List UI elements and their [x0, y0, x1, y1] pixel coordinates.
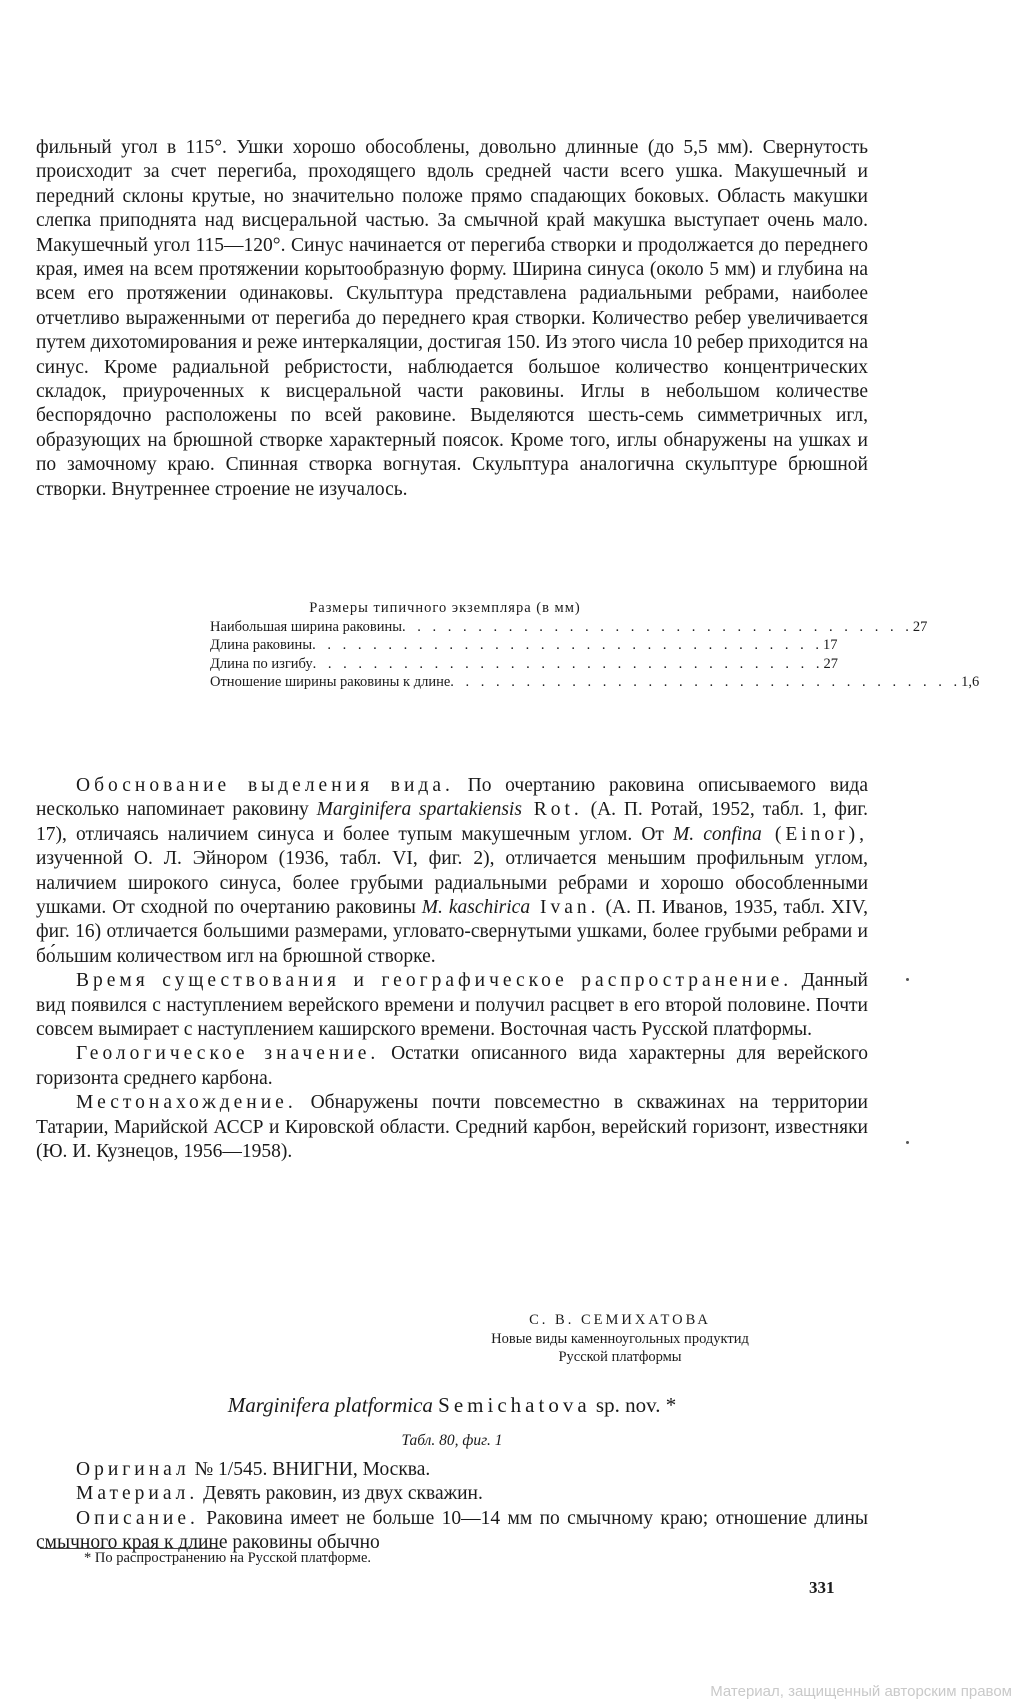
- author-name: С. В. СЕМИХАТОВА: [529, 1312, 711, 1328]
- species-description: [36, 1458, 868, 1556]
- plate-reference: [36, 1432, 868, 1450]
- original-paragraph: [36, 1458, 868, 1482]
- dimension-row: [210, 673, 980, 692]
- species-name: M. confina: [673, 823, 762, 845]
- section-heading: Геологическое значение.: [76, 1043, 380, 1065]
- main-sections: [36, 774, 868, 1165]
- section-heading: Обоснование выделения вида.: [76, 775, 454, 796]
- description-continuation: [36, 136, 868, 502]
- paragraph-text: Остатки описанного вида характерны для верейского горизонта среднего карбона.: [36, 1043, 868, 1089]
- copyright-watermark: Материал, защищенный авторским правом: [710, 1683, 1012, 1700]
- section-heading: Время существования и географическое распространение.: [76, 970, 793, 992]
- dimension-row: [210, 618, 928, 637]
- paragraph-text: № 1/545. ВНИГНИ, Москва.: [189, 1459, 431, 1480]
- paragraph-text: (А. П. Иванов, 1935, табл. XIV, фиг. 16) отличается большими размерами, угловато-свернутыми ушками, более грубыми ребрами и бо́льшим количеством игл на брюшной створке.: [36, 897, 868, 967]
- species-name: Marginifera platformica: [227, 1393, 433, 1417]
- dimension-row: [210, 655, 838, 674]
- section-heading: Оригинал: [76, 1459, 190, 1480]
- dimension-value: 27: [912, 618, 928, 635]
- dimension-label: Длина раковины: [210, 637, 313, 653]
- paragraph-text: изученной О. Л. Эйнором (1936, табл. VI, фиг. 2), отличается меньшим профильным углом, наличием широкого синуса, более грубыми радиальными ребрами и хорошо обособленными ушками. От сходной по очертанию раковины: [36, 848, 868, 919]
- body-paragraph: фильный угол в 115°. Ушки хорошо обособлены, довольно длинные (до 5,5 мм). Свернутость происходит за счет перегиба, проходящего вдоль средней части всего ушка. Макушечный и передний склоны крутые, но значительно положе прямо спадающих боковых. Область макушки слепка приподнята над висцеральной частью. За смычной край макушка выступает очень мало. Макушечный угол 115—120°. Синус начинается от перегиба створки и продолжается до переднего края, имея на всем протяжении корытообразную форму. Ширина синуса (около 5 мм) и глубина на всем его протяжении одинаковы. Скульптура представлена радиальными ребрами, наиболее отчетливо выраженными от перегиба до переднего края створки. Количество ребер увеличивается путем дихотомирования и реже интеркаляции, достигая 150. Из этого числа 10 ребер приходится на синус. Кроме радиальной ребристости, наблюдается большое количество концентрических складок, приуроченных к висцеральной части раковины. Иглы в небольшом количестве беспорядочно расположены по всей раковине. Выделяются шесть-семь симметричных игл, образующих на брюшной створке характерный поясок. Кроме того, иглы обнаружены на ушках и по замочному краю. Спинная створка вогнутая. Скульптура аналогична скульптуре брюшной створки. Внутреннее строение не изучалось.: [36, 137, 868, 500]
- dimension-value: 1,6: [961, 674, 980, 690]
- existence-paragraph: [36, 969, 868, 1042]
- dimensions-title: Размеры типичного экземпляра (в мм): [309, 600, 581, 616]
- species-suffix: sp. nov. *: [595, 1393, 677, 1417]
- species-author: Ivan.: [530, 897, 600, 919]
- species-name: M. kaschirica: [421, 897, 531, 919]
- material-paragraph: [36, 1482, 868, 1506]
- paragraph-text: Девять раковин, из двух скважин.: [198, 1483, 483, 1505]
- author-byline: [430, 1311, 810, 1367]
- dimension-row: [210, 636, 838, 655]
- paragraph-text: Обнаружены почти повсеместно в скважинах на территории Татарии, Марийской АССР и Кировской области. Средний карбон, верейский горизонт, известняки (Ю. И. Кузнецов, 1956—1958).: [36, 1092, 868, 1163]
- plate-ref-text: Табл. 80, фиг. 1: [401, 1432, 503, 1449]
- species-name: Marginifera spartakiensis: [316, 799, 522, 821]
- paragraph-text: Раковина имеет не больше 10—14 мм по смычному краю; отношение длины смычного края к длине раковины обычно: [36, 1507, 868, 1554]
- leader-dots: . . . . . . . . . . . . . . . . . . . . . . . . . . . . . . . . . .: [312, 655, 824, 672]
- section-heading: Описание.: [76, 1507, 199, 1529]
- footnote-divider: [40, 1548, 220, 1549]
- leader-dots: . . . . . . . . . . . . . . . . . . . . . . . . . . . . . . . . . .: [401, 618, 913, 635]
- page-number: 331: [809, 1578, 835, 1597]
- leader-dots: . . . . . . . . . . . . . . . . . . . . . . . . . . . . . . . . . .: [450, 674, 962, 690]
- dimension-value: 17: [822, 637, 838, 653]
- justification-paragraph: [36, 774, 868, 969]
- section-heading: Материал.: [76, 1483, 199, 1505]
- scan-speck: [906, 1141, 909, 1144]
- species-heading: [36, 1393, 868, 1418]
- dimensions-table: [210, 599, 980, 692]
- work-title-line: Новые виды каменноугольных продуктид: [491, 1330, 749, 1347]
- work-title-line: Русской платформы: [558, 1349, 682, 1365]
- dimension-label: Длина по изгибу: [210, 655, 313, 672]
- location-paragraph: [36, 1091, 868, 1164]
- scan-speck: [906, 978, 909, 981]
- leader-dots: . . . . . . . . . . . . . . . . . . . . . . . . . . . . . . . . . .: [312, 637, 823, 653]
- dimension-label: Наибольшая ширина раковины: [210, 618, 402, 635]
- dimension-label: Отношение ширины раковины к длине: [210, 674, 451, 690]
- species-author: Semichatova: [438, 1393, 591, 1417]
- paragraph-text: Данный вид появился с наступлением верейского времени и получил расцвет в его второй половине. Почти совсем вымирает с наступлением каширского времени. Восточная часть Русской платформы.: [36, 970, 868, 1041]
- footnote: * По распространению на Русской платформе.: [84, 1550, 372, 1566]
- paragraph-text: По очертанию раковина описываемого вида несколько напоминает раковину: [36, 775, 869, 821]
- section-heading: Местонахождение.: [76, 1092, 297, 1114]
- dimension-value: 27: [823, 655, 838, 672]
- species-author: Rot.: [521, 799, 583, 821]
- geological-paragraph: [36, 1042, 868, 1091]
- species-author: (Einor),: [761, 823, 869, 845]
- paragraph-text: (А. П. Ротай, 1952, табл. 1, фиг. 17), отличаясь наличием синуса и более тупым макушечным углом. От: [36, 799, 869, 845]
